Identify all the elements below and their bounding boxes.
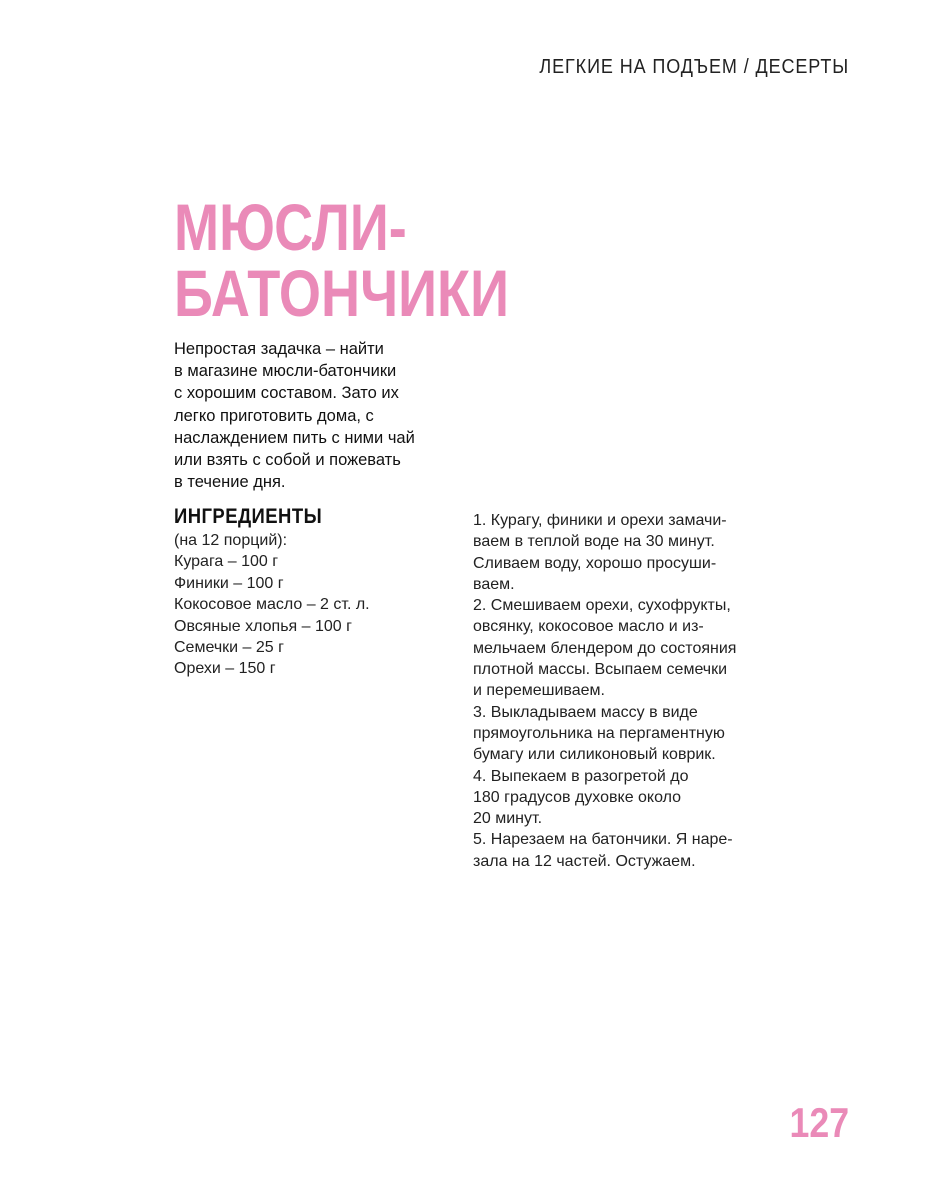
step-line: 1. Курагу, финики и орехи замачи- (473, 512, 727, 529)
intro-line: наслаждением пить с ними чай (174, 428, 415, 447)
step-line: бумагу или силиконовый коврик. (473, 746, 716, 764)
ingredient-item: Орехи – 150 г (174, 660, 276, 678)
step-line: зала на 12 частей. Остужаем. (473, 852, 696, 870)
step-line: мельчаем блендером до состояния (473, 639, 737, 657)
intro-line: или взять с собой и пожевать (174, 451, 401, 470)
running-header: ЛЕГКИЕ НА ПОДЪЕМ / ДЕСЕРТЫ (539, 56, 849, 78)
intro-line: в магазине мюсли-батончики (174, 362, 397, 381)
ingredients-heading: ИНГРЕДИЕНТЫ (174, 505, 323, 528)
preparation-steps (473, 510, 773, 872)
step-line: Сливаем воду, хорошо просуши- (473, 554, 717, 572)
ingredient-item: Курага – 100 г (174, 553, 279, 571)
step-line: прямоугольника на пергаментную (473, 724, 725, 742)
recipe-title (174, 190, 509, 330)
step-line: и перемешиваем. (473, 682, 605, 700)
recipe-title-line-2: БАТОНЧИКИ (174, 256, 509, 330)
recipe-intro (174, 338, 464, 493)
ingredient-item: Кокосовое масло – 2 ст. л. (174, 596, 370, 614)
step-line: 180 градусов духовке около (473, 788, 682, 806)
ingredient-item: Овсяные хлопья – 100 г (174, 617, 352, 635)
step-line: 3. Выкладываем массу в виде (473, 703, 698, 721)
step-line: 2. Смешиваем орехи, сухофрукты, (473, 597, 731, 615)
intro-line: Непростая задачка – найти (174, 340, 384, 358)
step-line: 4. Выпекаем в разогретой до (473, 767, 689, 785)
intro-line: в течение дня. (174, 473, 286, 492)
ingredient-item: (на 12 порций): (174, 532, 288, 549)
intro-line: с хорошим составом. Зато их (174, 384, 399, 403)
ingredients-list (174, 530, 434, 680)
page-number: 127 (789, 1099, 849, 1146)
ingredients-section (174, 504, 434, 680)
step-line: ваем. (473, 575, 515, 593)
intro-line: легко приготовить дома, с (174, 406, 374, 425)
step-line: плотной массы. Всыпаем семечки (473, 661, 728, 679)
step-line: овсянку, кокосовое масло и из- (473, 618, 704, 636)
recipe-title-line-1: МЮСЛИ- (174, 190, 407, 264)
ingredient-item: Финики – 100 г (174, 574, 284, 592)
ingredient-item: Семечки – 25 г (174, 639, 284, 657)
step-line: ваем в теплой воде на 30 минут. (473, 533, 715, 551)
step-line: 5. Нарезаем на батончики. Я наре- (473, 831, 733, 849)
step-line: 20 минут. (473, 810, 543, 828)
